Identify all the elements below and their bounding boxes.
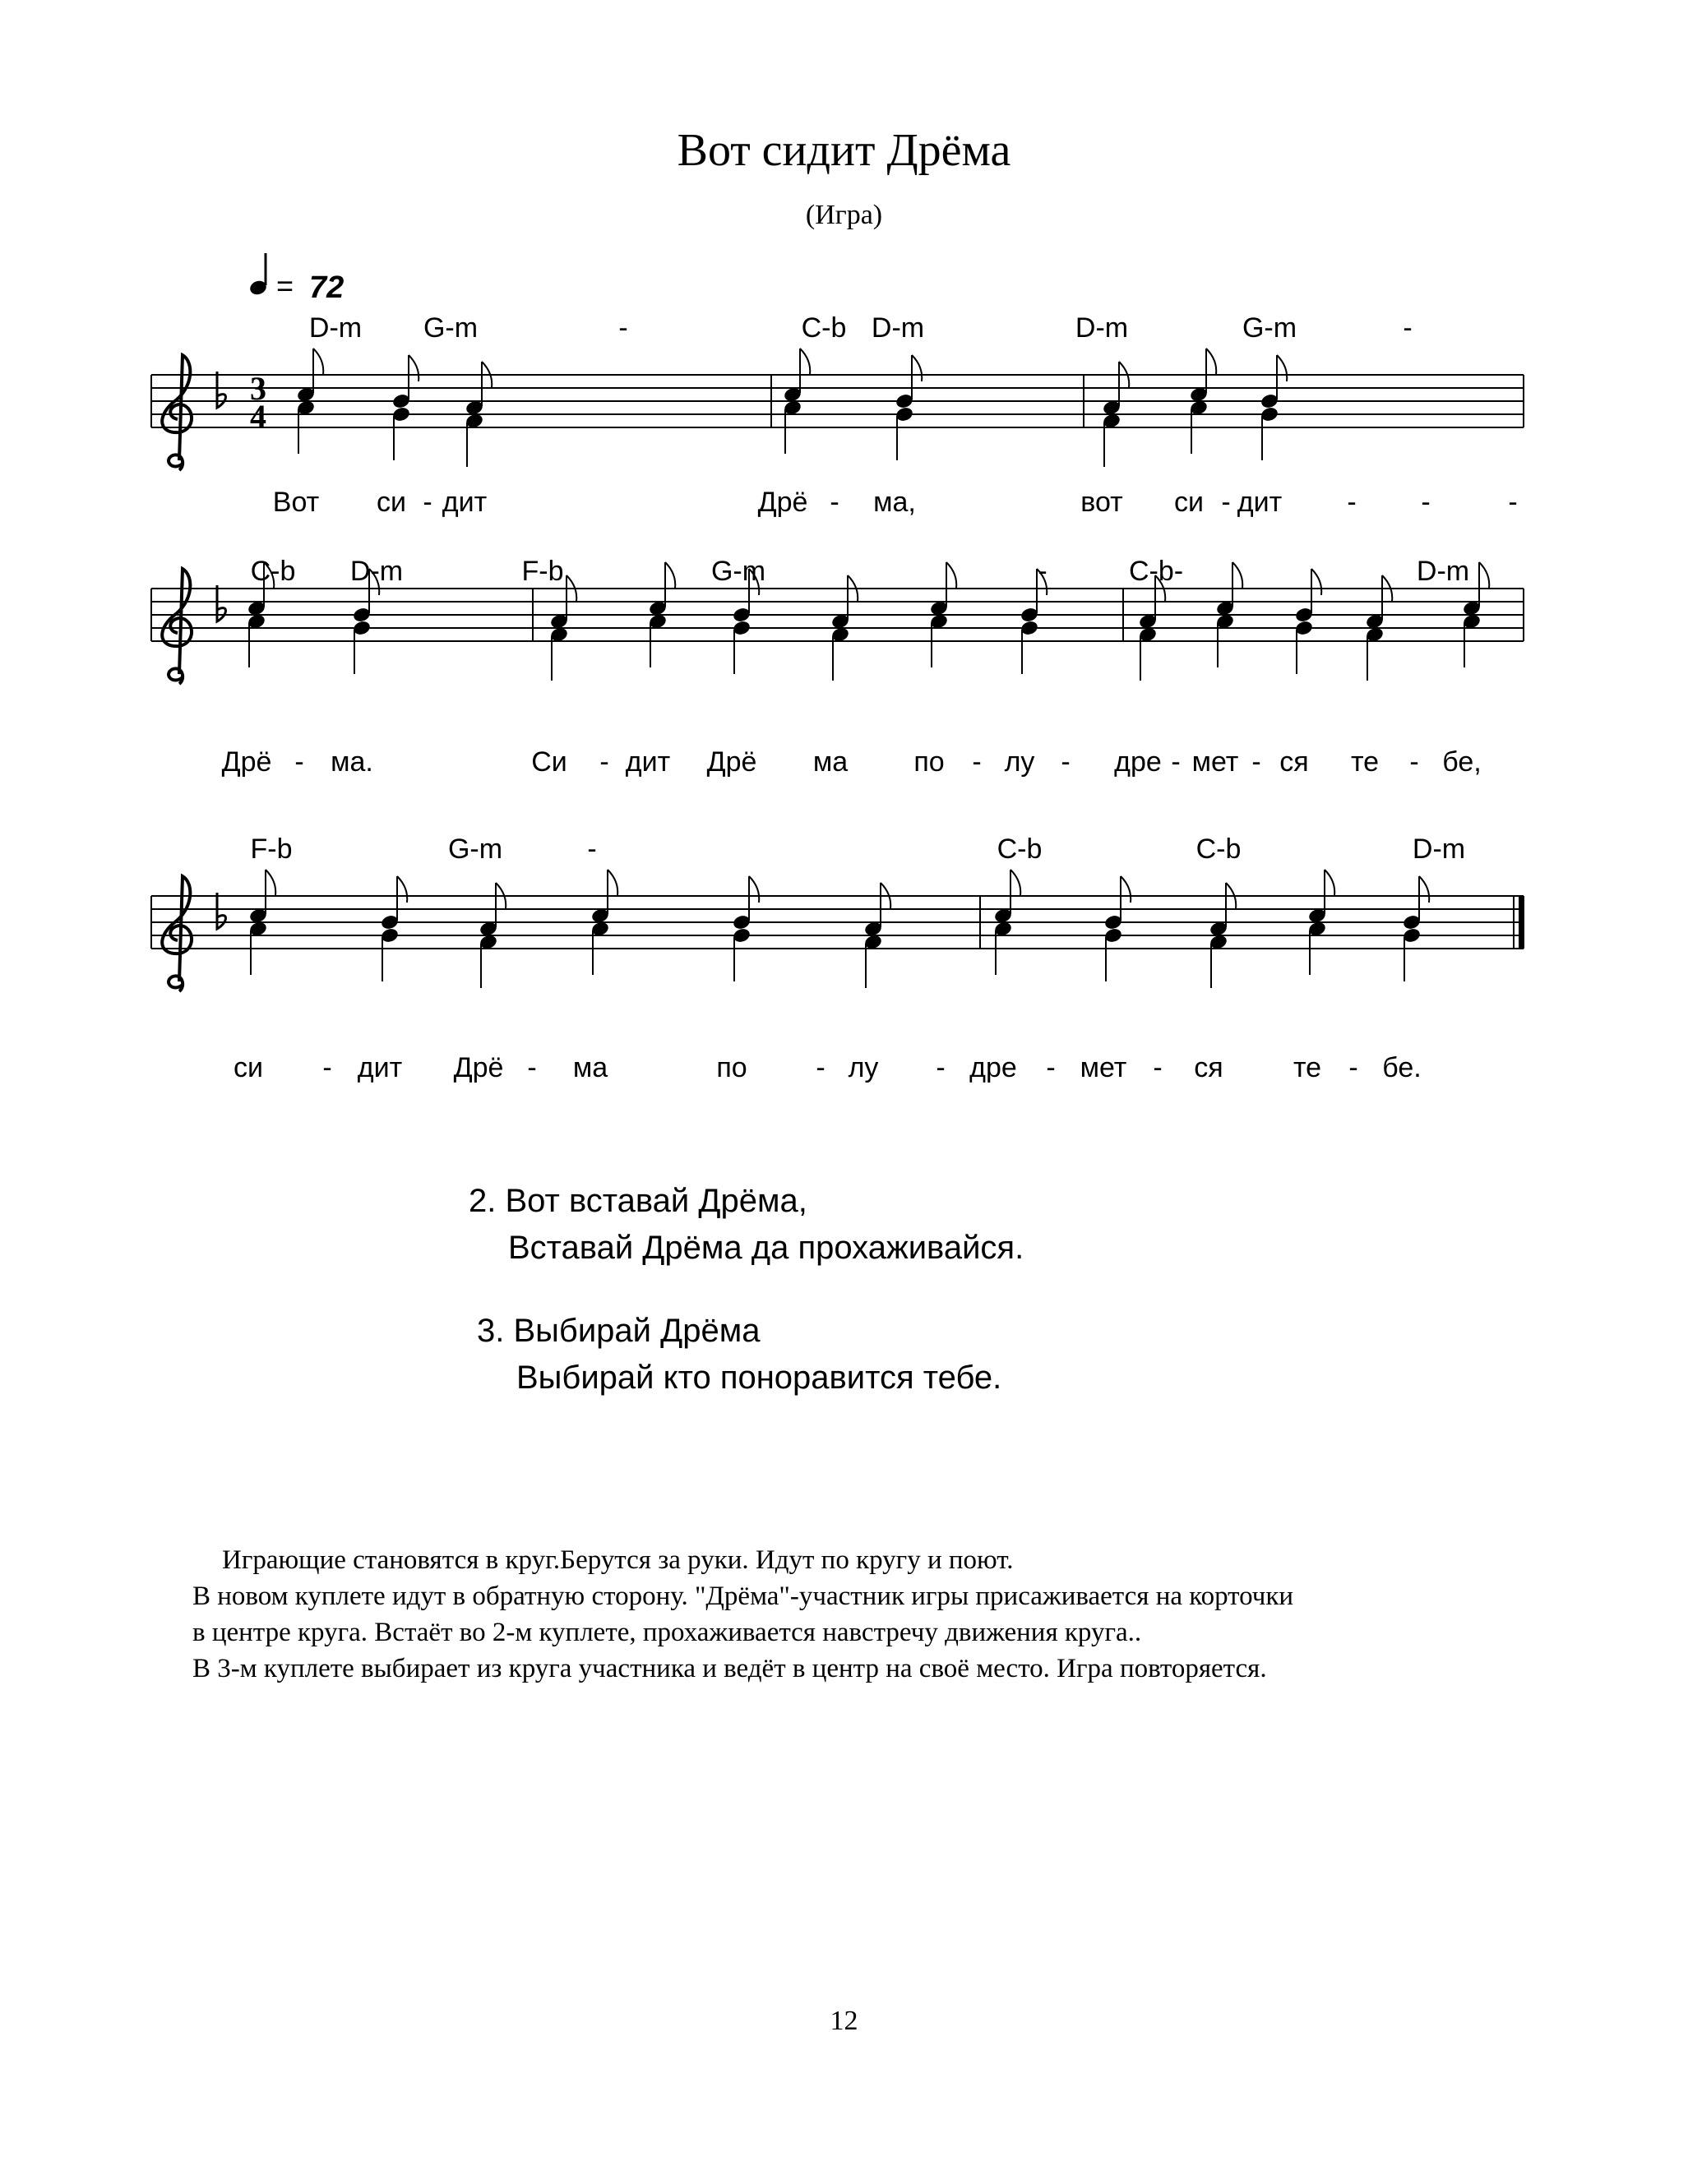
lyric-syllable: - [1347, 487, 1357, 518]
lyric-syllable: по [716, 1052, 747, 1083]
chord-symbol: G-m [710, 556, 766, 587]
lyric-syllable: - [1348, 1052, 1358, 1083]
flat-sign-icon [217, 585, 226, 621]
chord-symbol: - [618, 312, 628, 344]
lyric-syllable: Дрё [453, 1052, 504, 1083]
note-flag [1311, 569, 1321, 595]
lyric-syllable: те [1350, 746, 1380, 778]
lyric-syllable: - [816, 1052, 826, 1083]
lyric-syllable: ма [812, 746, 849, 778]
chord-symbol: C-b [801, 312, 847, 344]
treble-clef-icon [162, 355, 192, 470]
lyric-syllable: дит [1237, 487, 1283, 518]
chord-symbol: D-m [871, 312, 925, 344]
lyric-syllable: вот [1080, 487, 1123, 518]
chord-symbol: C-b [250, 556, 296, 587]
lyric-syllable: - [1251, 746, 1261, 778]
note-flag [665, 562, 675, 589]
note-flag [409, 355, 419, 381]
lyric-syllable: - [599, 746, 609, 778]
staff-system-3 [151, 833, 1524, 1083]
note-flag [1325, 870, 1334, 896]
lyric-syllable: дит [625, 746, 671, 778]
lyric-syllable: мет [1191, 746, 1239, 778]
verse-2-line-1: 2. Вот вставай Дрёма, [469, 1183, 807, 1219]
game-description-line-3: в центре круга. Встаёт во 2-м куплете, прохаживается навстречу движения круга.. [192, 1618, 1142, 1647]
lyric-syllable: бе. [1382, 1052, 1422, 1083]
lyric-syllable: дит [357, 1052, 403, 1083]
lyric-syllable: си [1174, 487, 1204, 518]
lyric-syllable: лу [848, 1052, 879, 1083]
note-flag [313, 349, 323, 375]
staff-system-1 [151, 312, 1524, 518]
note-flag [800, 349, 810, 375]
lyric-syllable: дре [969, 1052, 1017, 1083]
note-flag [946, 562, 956, 589]
verse-2-line-2: Вставай Дрёма да прохаживайся. [508, 1230, 1024, 1266]
lyric-syllable: ся [1279, 746, 1309, 778]
note-flag [749, 876, 759, 903]
lyric-syllable: - [527, 1052, 537, 1083]
lyric-syllable: Дрё [706, 746, 757, 778]
time-signature-top: 3 [250, 370, 266, 407]
note-flag [1010, 870, 1020, 896]
chord-symbol: G-m [1242, 312, 1297, 344]
lyric-syllable: ся [1194, 1052, 1223, 1083]
lyric-syllable: - [1153, 1052, 1163, 1083]
lyric-syllable: - [936, 1052, 946, 1083]
chord-symbol: C-b- [1128, 556, 1184, 587]
chord-symbol: F-b [521, 556, 564, 587]
treble-clef-icon [162, 876, 192, 991]
note-flag [912, 355, 922, 381]
lyric-syllable: ма, [873, 487, 916, 518]
lyric-syllable: - [972, 746, 982, 778]
lyric-syllable: - [1046, 1052, 1056, 1083]
verse-3-line-2: Выбирай кто поноравится тебе. [516, 1360, 1002, 1396]
lyric-syllable: дре [1114, 746, 1162, 778]
staff-system-2 [151, 556, 1524, 778]
lyric-syllable: те [1293, 1052, 1322, 1083]
chord-symbol: - [587, 833, 597, 865]
lyric-syllable: - [1171, 746, 1181, 778]
lyric-syllable: си [234, 1052, 263, 1083]
chord-symbol: C-b [1195, 833, 1242, 865]
lyric-syllable: - [830, 487, 839, 518]
note-flag [266, 870, 275, 896]
game-description-line-2: В новом куплете идут в обратную сторону. "Дрёма"-участник игры присаживается на корточки [192, 1581, 1294, 1611]
lyric-syllable: Вот [272, 487, 320, 518]
lyric-syllable: по [913, 746, 945, 778]
lyric-syllable: - [1061, 746, 1071, 778]
lyric-syllable: ма [572, 1052, 608, 1083]
lyric-syllable: - [423, 487, 432, 518]
lyric-syllable: дит [442, 487, 488, 518]
treble-clef-icon [162, 569, 192, 684]
chord-symbol: F-b [250, 833, 293, 865]
note-flag [608, 870, 617, 896]
lyric-syllable: - [294, 746, 304, 778]
lyric-syllable: - [1508, 487, 1518, 518]
song-title: Вот сидит Дрёма [677, 125, 1011, 176]
svg-text:=: = [276, 269, 294, 302]
note-flag [1206, 349, 1216, 375]
chord-symbol: - [1038, 556, 1047, 587]
chord-symbol: D-m [1412, 833, 1466, 865]
note-flag [397, 876, 407, 903]
lyric-syllable: лу [1004, 746, 1035, 778]
note-flag [1232, 562, 1242, 589]
lyric-syllable: - [1221, 487, 1231, 518]
chord-symbol: D-m [1416, 556, 1470, 587]
lyric-syllable: Си [531, 746, 567, 778]
lyric-syllable: си [377, 487, 406, 518]
song-subtitle: (Игра) [805, 200, 883, 230]
flat-sign-icon [217, 893, 226, 929]
chord-symbol: D-m [349, 556, 404, 587]
chord-symbol: D-m [308, 312, 363, 344]
time-signature-bottom: 4 [250, 398, 266, 435]
chord-symbol: C-b [997, 833, 1043, 865]
lyric-syllable: - [322, 1052, 332, 1083]
chord-symbol: - [1403, 312, 1413, 344]
note-flag [1419, 876, 1429, 903]
note-flag [1479, 562, 1489, 589]
chord-symbol: G-m [447, 833, 503, 865]
note-flag [1121, 876, 1131, 903]
lyric-syllable: Дрё [221, 746, 272, 778]
lyric-syllable: ма. [331, 746, 373, 778]
tempo-mark [248, 253, 344, 305]
game-description-line-1: Играющие становятся в круг.Берутся за руки. Идут по кругу и поют. [222, 1545, 1014, 1575]
note-flag [1277, 355, 1287, 381]
chord-symbol: G-m [423, 312, 479, 344]
lyric-syllable: Дрё [757, 487, 808, 518]
final-barline-thick [1519, 896, 1524, 949]
game-description-line-4: В 3-м куплете выбирает из круга участника и ведёт в центр на своё место. Игра повторяется. [192, 1654, 1267, 1683]
lyric-syllable: мет [1080, 1052, 1127, 1083]
lyric-syllable: - [1421, 487, 1431, 518]
tempo-value: 72 [309, 270, 345, 305]
lyric-syllable: - [1409, 746, 1419, 778]
page-number: 12 [830, 2006, 858, 2036]
verse-3-line-1: 3. Выбирай Дрёма [477, 1313, 761, 1349]
flat-sign-icon [217, 372, 226, 408]
lyric-syllable: бе, [1442, 746, 1482, 778]
chord-symbol: D-m [1075, 312, 1129, 344]
